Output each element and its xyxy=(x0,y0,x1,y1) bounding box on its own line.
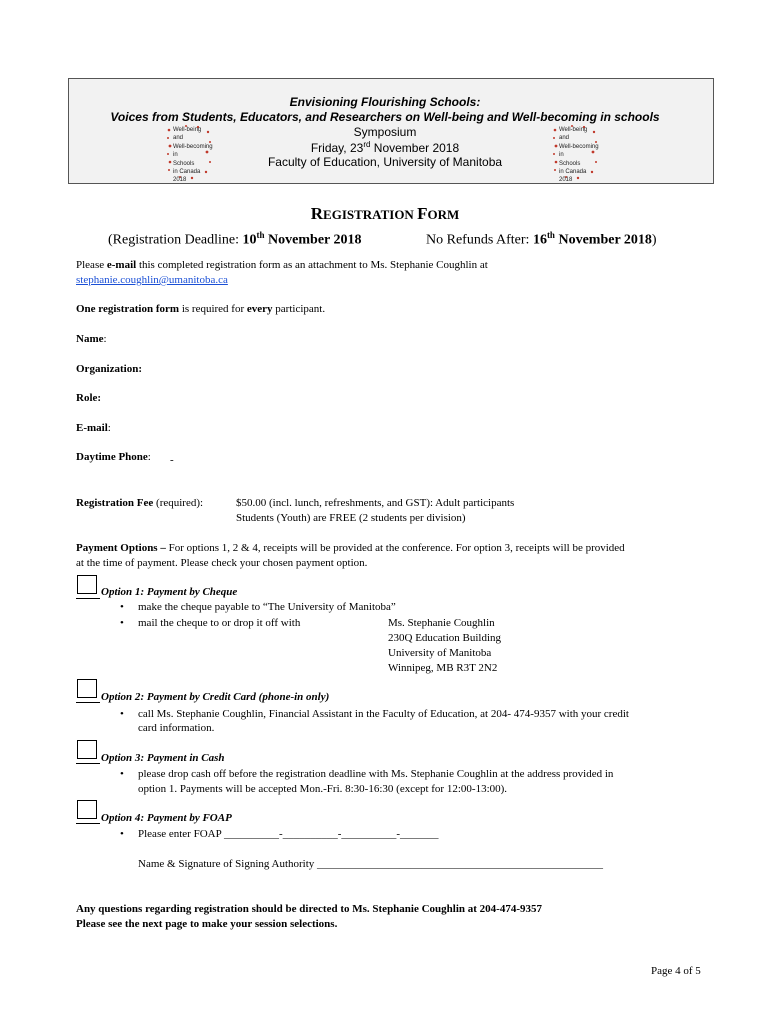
bullet-icon: • xyxy=(120,828,124,840)
registration-deadline: (Registration Deadline: 10th November 2018 xyxy=(108,230,362,248)
address-line: University of Manitoba xyxy=(388,647,492,659)
phone-field-label: Daytime Phone: xyxy=(76,451,151,463)
page-number: Page 4 of 5 xyxy=(651,965,701,977)
event-subtitle: Voices from Students, Educators, and Researchers on Well-being and Well-becoming in schools xyxy=(110,110,660,124)
bullet-icon: • xyxy=(120,708,124,720)
option-1-bullet-2: mail the cheque to or drop it off with xyxy=(138,617,301,629)
logo-text: Well-being and Well-becoming in Schools in Canada 2018 xyxy=(559,127,599,184)
foap-entry-field[interactable]: Please enter FOAP __________-__________-__________-_______ xyxy=(138,828,439,840)
one-form-note: One registration form is required for every participant. xyxy=(76,303,326,315)
address-line: Winnipeg, MB R3T 2N2 xyxy=(388,662,498,674)
organization-field-label: Organization: xyxy=(76,363,142,375)
address-line: Ms. Stephanie Coughlin xyxy=(388,617,495,629)
option-2-title: Option 2: Payment by Credit Card (phone-in only) xyxy=(101,691,330,703)
logo-text: Well-being and Well-becoming in Schools in Canada 2018 xyxy=(173,127,213,184)
email-field-label: E-mail: xyxy=(76,422,111,434)
option-2-bullet-1: call Ms. Stephanie Coughlin, Financial Assistant in the Faculty of Education, at 204- 474-9357 with your credit xyxy=(138,708,629,720)
address-line: 230Q Education Building xyxy=(388,632,502,644)
fee-line-adults: $50.00 (incl. lunch, refreshments, and GST): Adult participants xyxy=(236,497,515,509)
form-title: REGISTRATION FORM xyxy=(310,204,460,223)
bullet-icon: • xyxy=(120,617,124,629)
option-3-checkbox[interactable] xyxy=(77,740,97,759)
checkbox-underline xyxy=(76,823,100,824)
bullet-icon: • xyxy=(120,601,124,613)
option-2-continuation: card information. xyxy=(138,722,215,734)
option-4-checkbox[interactable] xyxy=(77,800,97,819)
symposium-logo-left xyxy=(166,124,213,184)
checkbox-underline xyxy=(76,702,100,703)
option-2-checkbox[interactable] xyxy=(77,679,97,698)
phone-dash: - xyxy=(170,454,174,466)
registration-fee-label: Registration Fee (required): xyxy=(76,497,204,509)
name-field-label: Name: xyxy=(76,333,107,345)
option-1-title: Option 1: Payment by Cheque xyxy=(101,586,238,598)
option-3-bullet-1: please drop cash off before the registration deadline with Ms. Stephanie Coughlin at the address provided in xyxy=(138,768,614,780)
event-type: Symposium xyxy=(353,125,417,139)
payment-options-intro: Payment Options – For options 1, 2 & 4, receipts will be provided at the conference. For option 3, receipts will be provided xyxy=(76,542,625,554)
questions-contact: Any questions regarding registration should be directed to Ms. Stephanie Coughlin at 204-474-9357 xyxy=(76,903,543,915)
email-link[interactable]: stephanie.coughlin@umanitoba.ca xyxy=(76,274,228,286)
option-4-title: Option 4: Payment by FOAP xyxy=(101,812,232,824)
option-3-continuation: option 1. Payments will be accepted Mon.-Fri. 8:30-16:30 (except for 12:00-13:00). xyxy=(138,783,508,795)
bullet-icon: • xyxy=(120,768,124,780)
fee-line-students: Students (Youth) are FREE (2 students per division) xyxy=(236,512,466,524)
email-instructions: Please e-mail this completed registration form as an attachment to Ms. Stephanie Coughlin at xyxy=(76,259,488,271)
event-venue: Faculty of Education, University of Manitoba xyxy=(267,155,503,169)
role-field-label: Role: xyxy=(76,392,102,404)
payment-options-intro-2: at the time of payment. Please check your chosen payment option. xyxy=(76,557,368,569)
event-date: Friday, 23rd November 2018 xyxy=(310,140,460,155)
option-1-checkbox[interactable] xyxy=(77,575,97,594)
option-1-bullet-1: make the cheque payable to “The University of Manitoba” xyxy=(138,601,396,613)
checkbox-underline xyxy=(76,763,100,764)
event-title: Envisioning Flourishing Schools: xyxy=(289,95,481,109)
next-page-note: Please see the next page to make your session selections. xyxy=(76,918,338,930)
option-3-title: Option 3: Payment in Cash xyxy=(101,752,225,764)
refund-deadline: No Refunds After: 16th November 2018) xyxy=(426,230,657,248)
symposium-logo-right xyxy=(552,124,599,184)
signing-authority-field[interactable]: Name & Signature of Signing Authority ____________________________________________________ xyxy=(138,858,604,870)
checkbox-underline xyxy=(76,598,100,599)
